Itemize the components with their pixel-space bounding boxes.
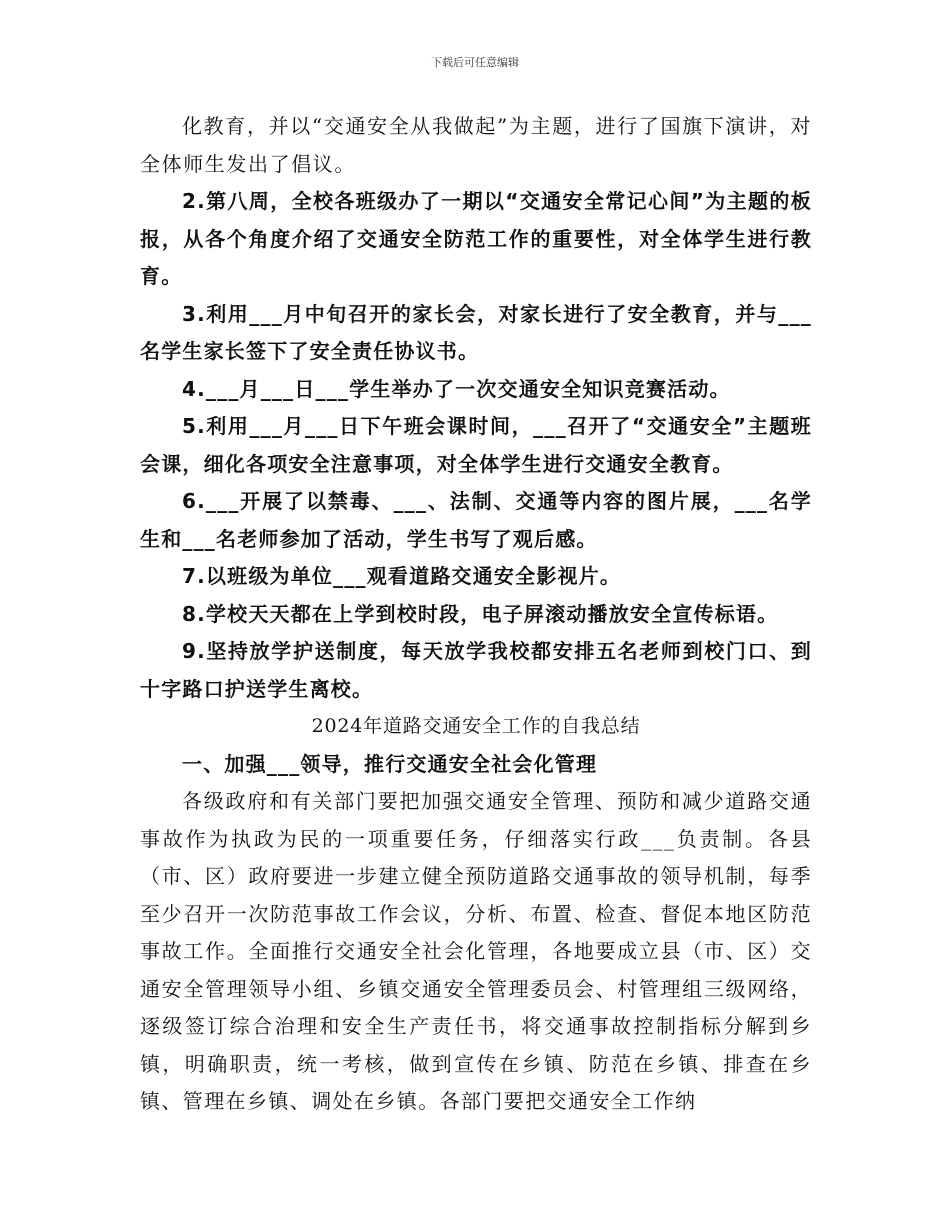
list-item-8: 8.学校天天都在上学到校时段，电子屏滚动播放安全宣传标语。 [182, 601, 779, 626]
section-heading: 一、加强___领导，推行交通安全社会化管理 [182, 751, 598, 776]
list-item-6: 6.___开展了以禁毒、___、法制、交通等内容的图片展，___名学生和___名老师参加了活动，学生书写了观后感。 [140, 489, 812, 551]
list-item-2: 2.第八周，全校各班级办了一期以“交通安全常记心间”为主题的板报，从各个角度介绍了交通安全防范工作的重要性，对全体学生进行教育。 [140, 189, 812, 288]
intro-paragraph: 化教育，并以“交通安全从我做起”为主题，进行了国旗下演讲，对全体师生发出了倡议。 [140, 114, 812, 176]
list-item-3: 3.利用___月中旬召开的家长会，对家长进行了安全教育，并与___名学生家长签下了安全责任协议书。 [140, 301, 812, 363]
list-item-4: 4.___月___日___学生举办了一次交通安全知识竞赛活动。 [182, 376, 731, 401]
document-body [140, 108, 812, 1121]
list-item-9: 9.坚持放学护送制度，每天放学我校都安排五名老师到校门口、到十字路口护送学生离校。 [140, 639, 812, 701]
body-paragraph: 各级政府和有关部门要把加强交通安全管理、预防和减少道路交通事故作为执政为民的一项重要任务，仔细落实行政___负责制。各县（市、区）政府要进一步建立健全预防道路交通事故的领导机制，每季至少召开一次防范事故工作会议，分析、布置、检查、督促本地区防范事故工作。全面推行交通安全社会化管理，各地要成立县（市、区）交通安全管理领导小组、乡镇交通安全管理委员会、村管理组三级网络，逐级签订综合治理和安全生产责任书，将交通事故控制指标分解到乡镇，明确职责，统一考核，做到宣传在乡镇、防范在乡镇、排查在乡镇、管理在乡镇、调处在乡镇。各部门要把交通安全工作纳 [140, 789, 812, 1113]
page-header: 下载后可任意编辑 [431, 56, 519, 69]
list-item-7: 7.以班级为单位___观看道路交通安全影视片。 [182, 564, 622, 588]
list-item-5: 5.利用___月___日下午班会课时间，___召开了“交通安全”主题班会课，细化各项安全注意事项，对全体学生进行交通安全教育。 [140, 414, 812, 476]
document-title: 2024年道路交通安全工作的自我总结 [311, 715, 641, 737]
